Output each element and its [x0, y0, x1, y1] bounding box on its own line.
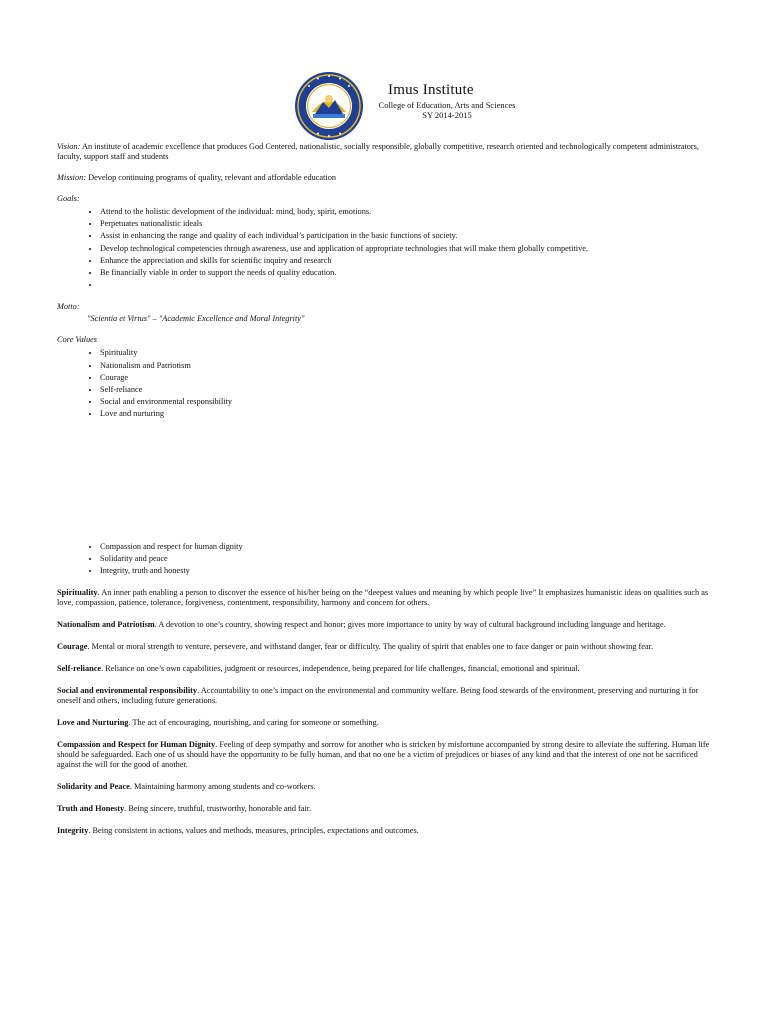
core-value-item: • Self-reliance [100, 384, 717, 396]
core-values-list-continued [57, 541, 717, 578]
mission-text: Develop continuing programs of quality, relevant and affordable education [88, 173, 337, 182]
goal-item-empty [100, 279, 717, 291]
core-value-item: • Solidarity and peace [100, 553, 717, 565]
definition-term: Compassion and Respect for Human Dignity [57, 740, 216, 750]
definition-paragraph [57, 588, 717, 608]
institute-title: Imus Institute [388, 82, 474, 98]
core-value-item: • Love and nurturing [100, 408, 717, 420]
definition-text: . Reliance on one’s own capabilities, judgment or resources, independence, being prepared for life challenges, financial, emotional and spiritual. [101, 664, 580, 674]
definition-term: Spirituality [57, 588, 98, 598]
definition-paragraph [57, 620, 717, 630]
motto-text: "Scientia et Virtus" – "Academic Excellence and Moral Integrity" [87, 314, 305, 324]
definition-term: Solidarity and Peace [57, 782, 130, 792]
definition-term: Courage [57, 642, 88, 652]
vision-label: Vision: [57, 142, 81, 151]
mission-paragraph [57, 173, 717, 183]
definition-paragraph [57, 804, 717, 814]
definition-term: Truth and Honesty [57, 804, 125, 814]
goals-list [57, 206, 717, 291]
motto-label: Motto: [57, 302, 80, 312]
document-body [57, 142, 717, 848]
goal-item: • Assist in enhancing the range and quality of each individual’s participation in the basic functions of society. [100, 230, 717, 242]
institute-subtitle [372, 100, 522, 120]
school-year: SY 2014-2015 [422, 110, 472, 120]
definition-paragraph [57, 826, 717, 836]
definition-paragraph [57, 782, 717, 792]
goal-item: • Perpetuates nationalistic ideals [100, 218, 717, 230]
blank-space [57, 421, 717, 539]
core-values-list [57, 347, 717, 420]
definition-text: . Accountability to one’s impact on the environmental and community welfare. Being food stewards of the environment, preserving and nurturing it for oneself and others, including future generations. [57, 686, 699, 706]
definition-text: . Being consistent in actions, values and methods, measures, principles, expectations and outcomes. [88, 826, 419, 836]
core-value-item: • Integrity, truth and honesty [100, 565, 717, 577]
goals-section [57, 194, 717, 291]
definition-text: . A devotion to one’s country, showing respect and honor; gives more importance to unity by way of cultural background including language and heritage. [154, 620, 666, 630]
core-value-item: • Nationalism and Patriotism [100, 360, 717, 372]
definition-paragraph [57, 718, 717, 728]
definition-term: Integrity [57, 826, 89, 836]
definition-text: . Mental or moral strength to venture, persevere, and withstand danger, fear or difficulty. The quality of spirit that enables one to face danger or pain without showing fear. [87, 642, 654, 652]
definition-paragraph [57, 740, 717, 770]
core-values-section [57, 335, 717, 577]
college-name: College of Education, Arts and Sciences [378, 100, 516, 110]
goal-item: • Attend to the holistic development of the individual: mind, body, spirit, emotions. [100, 206, 717, 218]
core-value-item: • Spirituality [100, 347, 717, 359]
definition-text: . The act of encouraging, nourishing, and caring for someone or something. [128, 718, 379, 728]
core-value-item: • Compassion and respect for human dignity [100, 541, 717, 553]
motto-section [57, 302, 717, 324]
definition-paragraph [57, 664, 717, 674]
core-value-item: • Courage [100, 372, 717, 384]
definition-text: . An inner path enabling a person to discover the essence of his/her being on the “deepest values and meaning by which people live” It emphasizes humanistic ideas on qualities such as love, compassion, patience, tolerance, forgiveness, contentment, responsibility, harmony and concern for others. [57, 588, 709, 608]
definition-text: . Maintaining harmony among students and co-workers. [129, 782, 316, 792]
goals-label: Goals: [57, 194, 80, 203]
definition-term: Love and Nurturing [57, 718, 129, 728]
definition-text: . Being sincere, truthful, trustworthy, honorable and fair. [124, 804, 312, 814]
vision-paragraph [57, 142, 717, 162]
definition-term: Self-reliance [57, 664, 102, 674]
mission-label: Mission: [57, 173, 87, 182]
institute-seal-logo [293, 70, 365, 142]
definition-term: Nationalism and Patriotism [57, 620, 155, 630]
vision-text: An institute of academic excellence that produces God Centered, nationalistic, socially responsible, globally competitive, research oriented and technologically competent administrators, faculty, support staff and students [57, 142, 699, 161]
goal-item: • Develop technological competencies through awareness, use and application of appropriate technologies that will make them globally competitive. [100, 243, 717, 255]
goal-item: • Be financially viable in order to support the needs of quality education. [100, 267, 717, 279]
definitions-section [57, 588, 717, 836]
definition-paragraph [57, 686, 717, 706]
definition-text: . Feeling of deep sympathy and sorrow for another who is stricken by misfortune accompanied by strong desire to alleviate the suffering. Human life should be safeguarded. Each one of us should have the opportunity to be fully human, and that no one be a victim of prejudices or biases of any kind and that the interest of one not be sacrificed against the will for the good of another. [57, 740, 710, 770]
definition-paragraph [57, 642, 717, 652]
core-value-item: • Social and environmental responsibility [100, 396, 717, 408]
goal-item: • Enhance the appreciation and skills for scientific inquiry and research [100, 255, 717, 267]
core-values-label: Core Values [57, 335, 98, 345]
definition-term: Social and environmental responsibility [57, 686, 198, 696]
